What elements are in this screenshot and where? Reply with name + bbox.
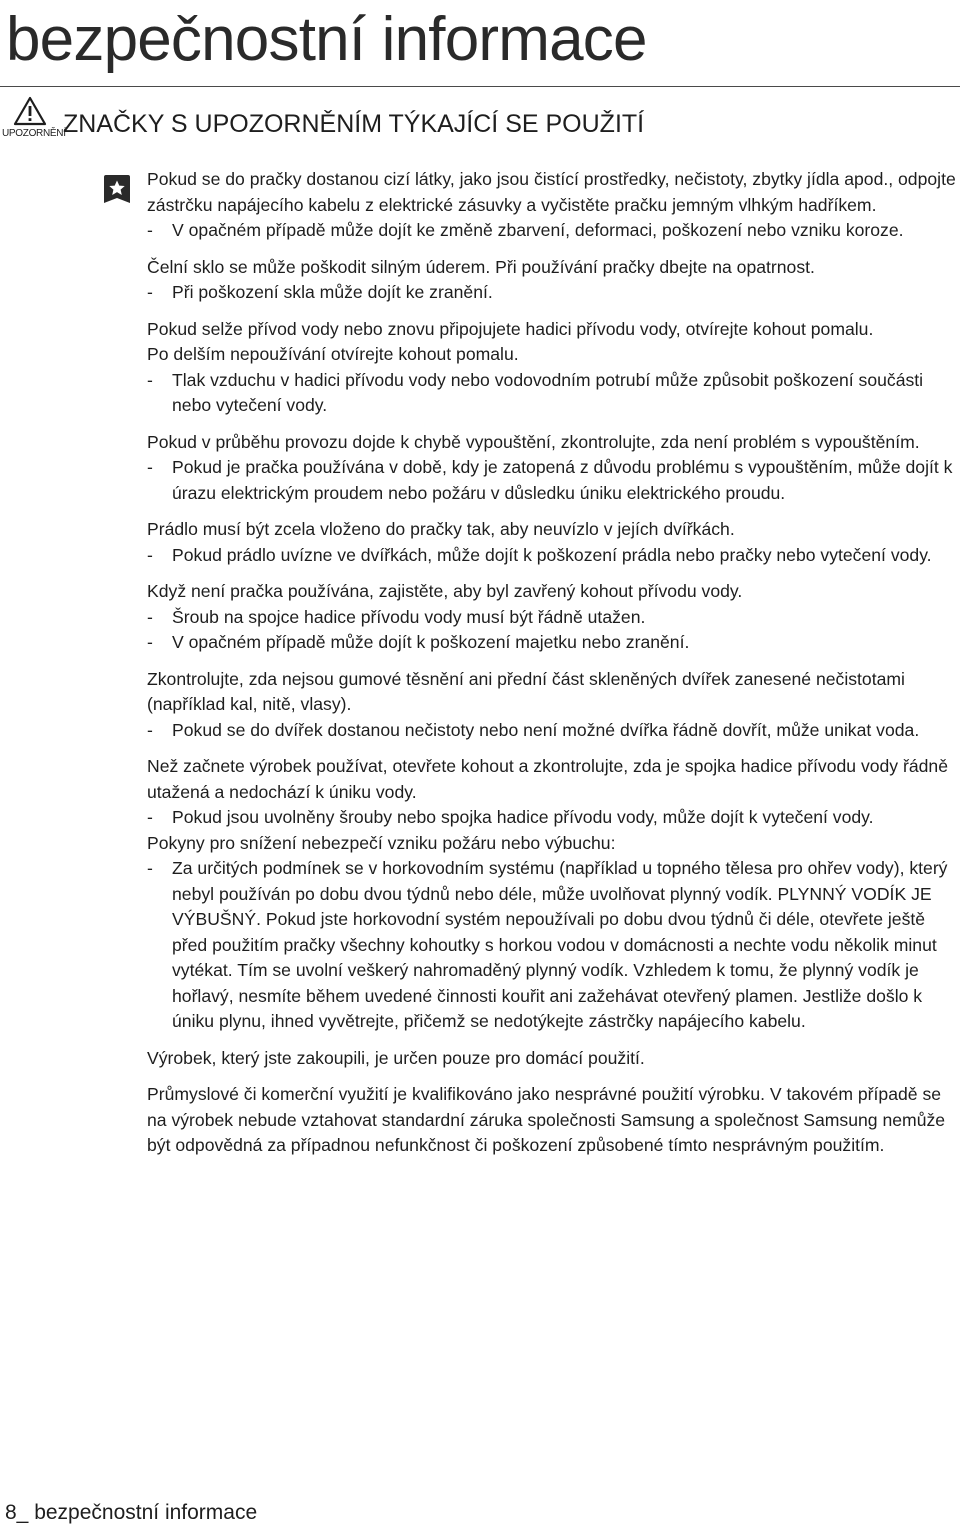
bullet-item: - V opačném případě může dojít ke změně zbarvení, deformaci, poškození nebo vzniku koroze. <box>147 218 959 244</box>
warning-badge <box>2 96 66 139</box>
paragraph: Pokud se do pračky dostanou cizí látky, jako jsou čistící prostředky, nečistoty, zbytky jídla apod., odpojte zástrčku napájecího kabelu z elektrické zásuvky a vyčistěte pračku jemným vlhkým hadříkem. <box>147 169 956 215</box>
paragraph: Než začnete výrobek používat, otevřete kohout a zkontrolujte, zda je spojka hadice přívodu vody řádně utažená a nedochází k úniku vody. <box>147 756 948 802</box>
paragraph: Čelní sklo se může poškodit silným úderem. Při používání pračky dbejte na opatrnost. <box>147 256 815 277</box>
paragraph: Pokyny pro snížení nebezpečí vzniku požáru nebo výbuchu: <box>147 832 616 853</box>
bullet-item: - V opačném případě může dojít k poškození majetku nebo zranění. <box>147 630 959 656</box>
page-footer: 8_ bezpečnostní informace <box>5 1501 258 1524</box>
paragraph: Zkontrolujte, zda nejsou gumové těsnění ani přední část skleněných dvířek zanesené nečistotami (například kal, nitě, vlasy). <box>147 668 905 714</box>
warning-triangle-icon <box>13 96 47 126</box>
paragraph: Když není pračka používána, zajistěte, aby byl zavřený kohout přívodu vody. <box>147 581 743 601</box>
bullet-item: - Pokud se do dvířek dostanou nečistoty nebo není možné dvířka řádně dovřít, může unikat voda. <box>147 718 959 744</box>
bullet-item: - Šroub na spojce hadice přívodu vody musí být řádně utažen. <box>147 605 959 631</box>
paragraph: Výrobek, který jste zakoupili, je určen pouze pro domácí použití. <box>147 1047 645 1068</box>
bullet-item: - Za určitých podmínek se v horkovodním systému (například u topného tělesa pro ohřev vody), který nebyl používán po dobu dvou týdnů nebo déle, může uvolňovat plynný vodík. PLYNNÝ VODÍK JE VÝBUŠNÝ. Pokud jste horkovodní systém nepoužívali po dobu dvou týdnů či déle, otevřete ještě před použitím pračky všechny kohoutky s horkou vodou v domácnosti a nechte vodu několik minut vytékat. Tím se uvolní veškerý nahromaděný plynný vodík. Vzhledem k tomu, že plynný vodík je hořlavý, nesmíte během uvedené činnosti kouřit ani zažehávat otevřený plamen. Jestliže došlo k úniku plynu, ihned vyvětrejte, přičemž se nedotýkejte zástrčky napájecího kabelu. <box>147 856 959 1035</box>
bullet-item: - Při poškození skla může dojít ke zranění. <box>147 280 959 306</box>
bullet-item: - Pokud je pračka používána v době, kdy je zatopená z důvodu problému s vypouštěním, může dojít k úrazu elektrickým proudem nebo požáru v důsledku úniku elektrického proudu. <box>147 455 959 506</box>
title-divider <box>0 86 960 87</box>
paragraph: Pokud selže přívod vody nebo znovu připojujete hadici přívodu vody, otvírejte kohout pomalu. <box>147 318 874 339</box>
paragraph: Prádlo musí být zcela vloženo do pračky tak, aby neuvízlo v jejích dvířkách. <box>147 519 735 539</box>
warning-label: UPOZORNĚNÍ <box>2 128 66 139</box>
paragraph: Pokud v průběhu provozu dojde k chybě vypouštění, zkontrolujte, zda není problém s vypouštěním. <box>147 431 920 452</box>
note-star-icon <box>102 173 132 205</box>
safety-content <box>147 167 959 1159</box>
bullet-item: - Pokud jsou uvolněny šrouby nebo spojka hadice přívodu vody, může dojít k vytečení vody. <box>147 805 959 831</box>
page-title: bezpečnostní informace <box>6 5 647 74</box>
bullet-item: - Pokud prádlo uvízne ve dvířkách, může dojít k poškození prádla nebo pračky nebo vytečení vody. <box>147 543 959 569</box>
bullet-item: - Tlak vzduchu v hadici přívodu vody nebo vodovodním potrubí může způsobit poškození součásti nebo vytečení vody. <box>147 368 959 419</box>
paragraph: Po delším nepoužívání otvírejte kohout pomalu. <box>147 344 519 364</box>
section-heading: ZNAČKY S UPOZORNĚNÍM TÝKAJÍCÍ SE POUŽITÍ <box>63 110 645 138</box>
paragraph: Průmyslové či komerční využití je kvalifikováno jako nesprávné použití výrobku. V takovém případě se na výrobek nebude vztahovat standardní záruka společnosti Samsung a společnost Samsung nemůže být odpovědná za případnou nefunkčnost či poškození způsobené tímto nesprávným použitím. <box>147 1084 946 1155</box>
